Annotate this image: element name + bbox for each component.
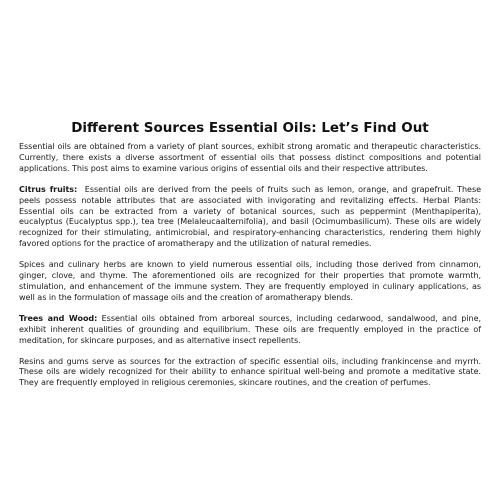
citrus-paragraph: [19, 185, 481, 250]
citrus-heading: Citrus fruits:: [19, 184, 78, 194]
page-title: Different Sources Essential Oils: Let’s Find Out: [71, 120, 429, 136]
trees-paragraph: [19, 314, 481, 347]
article: [19, 120, 481, 399]
spices-paragraph: Spices and culinary herbs are known to yield numerous essential oils, including those derived from cinnamon, ginger, clove, and thyme. The aforementioned oils are recognized for their properties that promote warmth, stimulation, and enhancement of the immune system. They are frequently employed in culinary applications, as well as in the formulation of massage oils and the creation of aromatherapy blends.: [19, 260, 481, 302]
citrus-text: Essential oils are derived from the peels of fruits such as lemon, orange, and grapefruit. These peels possess notable attributes that are associated with invigorating and revitalizing effects. Herbal Plants: Essential oils can be extracted from a variety of botanical sources, such as peppermint (Menthapiperita), eucalyptus (Eucalyptus spp.), tea tree (Melaleucaalternifolia), and basil (Ocimumbasilicum). These oils are widely recognized for their stimulating, antimicrobial, and respiratory-enhancing characteristics, rendering them highly favored options for the practice of aromatherapy and the utilization of natural remedies.: [19, 184, 481, 249]
resins-paragraph: Resins and gums serve as sources for the extraction of specific essential oils, including frankincense and myrrh. These oils are widely recognized for their ability to enhance spiritual well-being and promote a meditative state. They are frequently employed in religious ceremonies, skincare routines, and the creation of perfumes.: [19, 356, 481, 388]
trees-text: Essential oils obtained from arboreal sources, including cedarwood, sandalwood, and pine, exhibit inherent qualities of grounding and equilibrium. These oils are frequently employed in the practice of meditation, for skincare purposes, and as alternative insect repellents.: [19, 313, 481, 345]
trees-heading: Trees and Wood:: [19, 313, 98, 323]
intro-paragraph: Essential oils are obtained from a variety of plant sources, exhibit strong aromatic and therapeutic characteristics. Currently, there exists a diverse assortment of essential oils that possess distinct compositions and potential applications. This post aims to examine various origins of essential oils and their respective attributes.: [19, 142, 481, 173]
